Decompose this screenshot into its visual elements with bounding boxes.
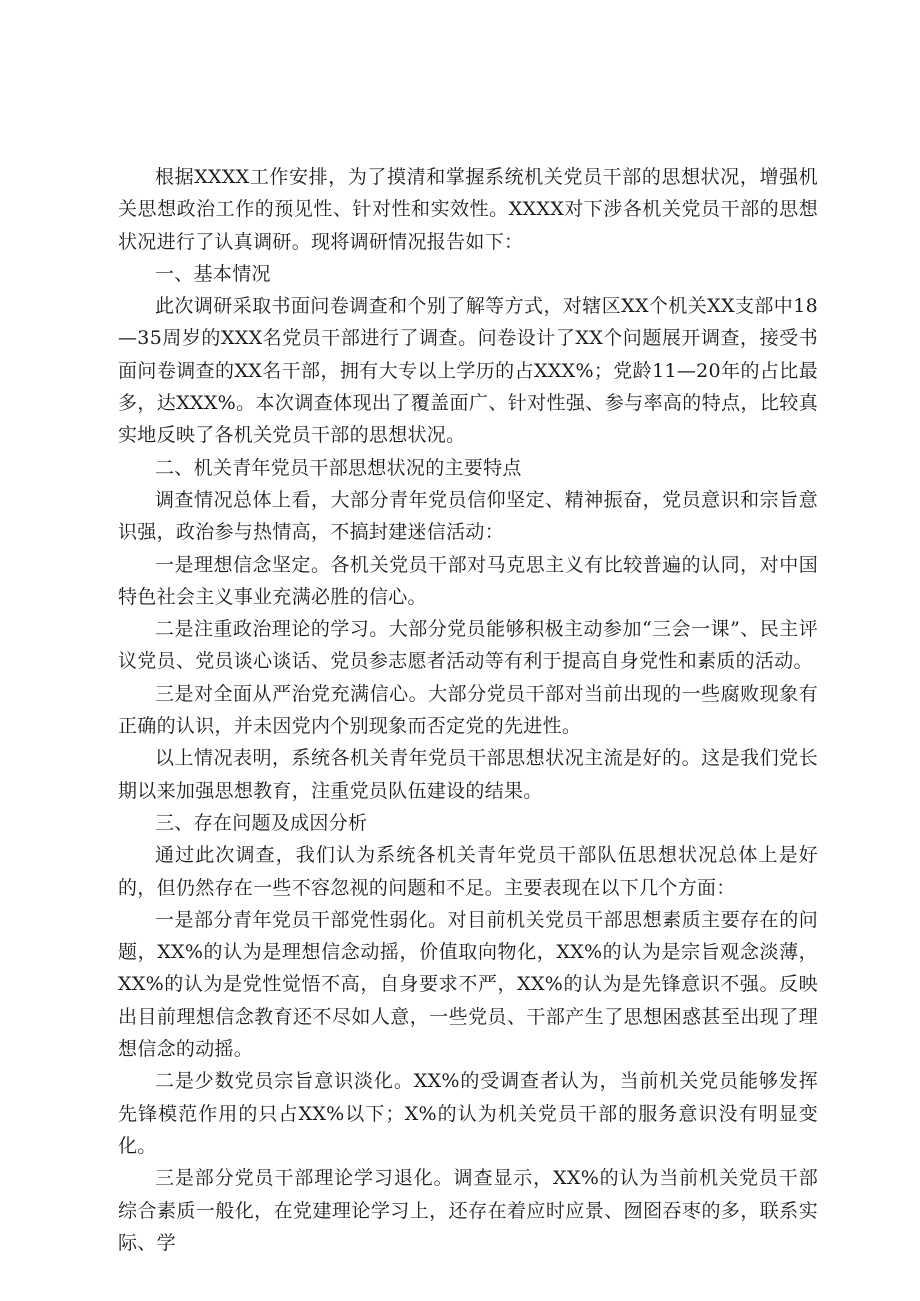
document-body bbox=[118, 161, 818, 1259]
paragraph-overall: 调查情况总体上看，大部分青年党员信仰坚定、精神振奋，党员意识和宗旨意识强，政治参与热情高，不搞封建迷信活动： bbox=[118, 488, 818, 544]
paragraph-intro: 根据XXXX工作安排，为了摸清和掌握系统机关党员干部的思想状况，增强机关思想政治工作的预见性、针对性和实效性。XXXX对下涉各机关党员干部的思想状况进行了认真调研。现将调研情况报告如下： bbox=[118, 166, 818, 253]
paragraph-point-two: 二是注重政治理论的学习。大部分党员能够积极主动参加“三会一课”、民主评议党员、党员谈心谈话、党员参志愿者活动等有利于提高自身党性和素质的活动。 bbox=[118, 618, 818, 673]
paragraph-problem-one: 一是部分青年党员干部党性弱化。对目前机关党员干部思想素质主要存在的问题，XX%的认为是理想信念动摇，价值取向物化，XX%的认为是宗旨观念淡薄，XX%的认为是党性觉悟不高，自身要求不严，XX%的认为是先锋意识不强。反映出目前理想信念教育还不尽如人意，一些党员、干部产生了思想困惑甚至出现了理想信念的动摇。 bbox=[118, 908, 818, 1061]
paragraph-summary: 以上情况表明，系统各机关青年党员干部思想状况主流是好的。这是我们党长期以来加强思想教育，注重党员队伍建设的结果。 bbox=[118, 747, 818, 802]
section-heading-main-features: 二、机关青年党员干部思想状况的主要特点 bbox=[155, 456, 522, 479]
section-heading-basic-situation: 一、基本情况 bbox=[155, 262, 271, 285]
paragraph-survey-method: 此次调研采取书面问卷调查和个别了解等方式，对辖区XX个机关XX支部中18—35周岁的XXX名党员干部进行了调查。问卷设计了XX个问题展开调查，接受书面问卷调查的XX名干部，拥有大专以上学历的占XXX%；党龄11—20年的占比最多，达XXX%。本次调查体现出了覆盖面广、针对性强、参与率高的特点，比较真实地反映了各机关党员干部的思想状况。 bbox=[118, 295, 818, 447]
paragraph-point-one: 一是理想信念坚定。各机关党员干部对马克思主义有比较普遍的认同，对中国特色社会主义事业充满必胜的信心。 bbox=[118, 553, 818, 608]
paragraph-problem-two: 二是少数党员宗旨意识淡化。XX%的受调查者认为，当前机关党员能够发挥先锋模范作用的只占XX%以下；X%的认为机关党员干部的服务意识没有明显变化。 bbox=[118, 1070, 818, 1157]
paragraph-point-three: 三是对全面从严治党充满信心。大部分党员干部对当前出现的一些腐败现象有正确的认识，并未因党内个别现象而否定党的先进性。 bbox=[118, 682, 818, 738]
paragraph-problems-intro: 通过此次调查，我们认为系统各机关青年党员干部队伍思想状况总体上是好的，但仍然存在一些不容忽视的问题和不足。主要表现在以下几个方面： bbox=[118, 844, 818, 899]
section-heading-problems: 三、存在问题及成因分析 bbox=[155, 811, 368, 834]
paragraph-problem-three: 三是部分党员干部理论学习退化。调查显示，XX%的认为当前机关党员干部综合素质一般化，在党建理论学习上，还存在着应时应景、囫囵吞枣的多，联系实际、学 bbox=[118, 1167, 818, 1254]
